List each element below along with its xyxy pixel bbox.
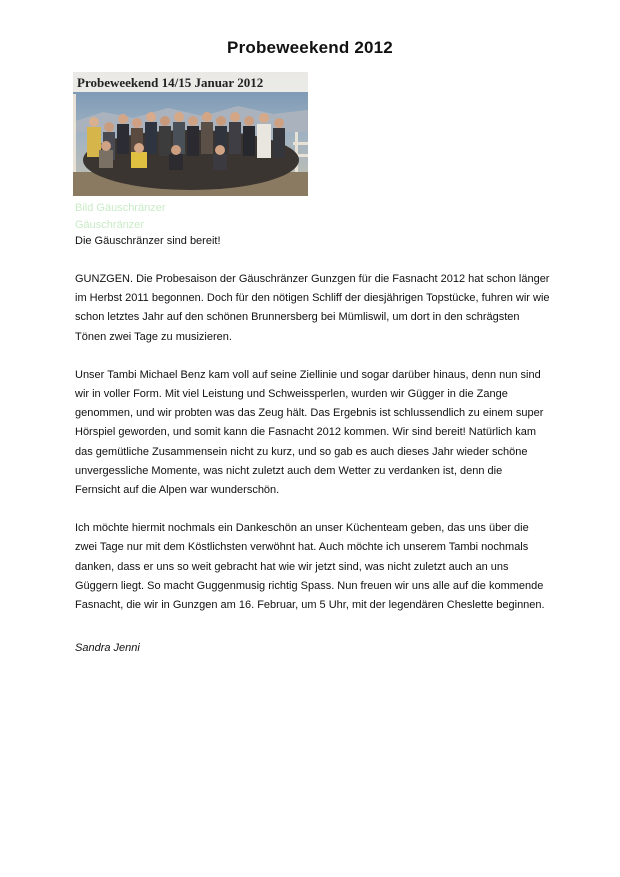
article-paragraph: Ich möchte hiermit nochmals ein Dankeschön an unser Küchenteam geben, das uns über die zwei Tage nur mit dem Köstlichsten verwöhnt hat. Auch möchte ich unserem Tambi nochmals danken, dass er uns so weit gebracht hat wie wir jetzt sind, was nicht zuletzt auch an uns Güggern liegt. So macht Guggenmusig richtig Spass. Nun freuen wir uns alle auf die kommende Fasnacht, die wir in Gunzgen am 16. Februar, um 5 Uhr, mit der legendären Cheslette beginnen. xyxy=(75,522,545,612)
article-paragraph: Unser Tambi Michael Benz kam voll auf seine Ziellinie und sogar darüber hinaus, denn nun sind wir in voller Form. Mit viel Leistung und Schweissperlen, wurden wir Gügger in die Zange genommen, und wir probten was das Zeug hält. Das Ergebnis ist schlussendlich zu einem super Hörspiel geworden, und somit kann die Fasnacht 2012 kommen. Wir sind bereit! Natürlich kam das gemütliche Zusammensein nicht zu kurz, und so gab es auch dieses Jahr wieder schöne unvergessliche Momente, was nicht zuletzt auch dem Wetter zu verdanken ist, denn die Fernsicht auf die Alpen war wunderschön. xyxy=(75,368,544,497)
page-title: Probeweekend 2012 xyxy=(227,38,393,57)
photo-caption-line: Gäuschränzer xyxy=(75,219,145,231)
photo-banner-text: Probeweekend 14/15 Januar 2012 xyxy=(77,75,264,90)
article-body xyxy=(75,270,550,634)
author-signature: Sandra Jenni xyxy=(75,642,140,654)
article-subtitle: Die Gäuschränzer sind bereit! xyxy=(75,235,221,247)
photo-caption xyxy=(75,200,166,234)
article-paragraph: GUNZGEN. Die Probesaison der Gäuschränzer Gunzgen für die Fasnacht 2012 hat schon länger im Herbst 2011 begonnen. Doch für den nötigen Schliff der diesjährigen Topstücke, fuhren wir wie schon letztes Jahr auf den schönen Brunnersberg bei Mümliswil, um dort in den schrägsten Tönen zwei Tage zu musizieren. xyxy=(75,273,550,343)
photo-caption-line: Bild Gäuschränzer xyxy=(75,202,166,214)
group-photo xyxy=(73,72,308,196)
